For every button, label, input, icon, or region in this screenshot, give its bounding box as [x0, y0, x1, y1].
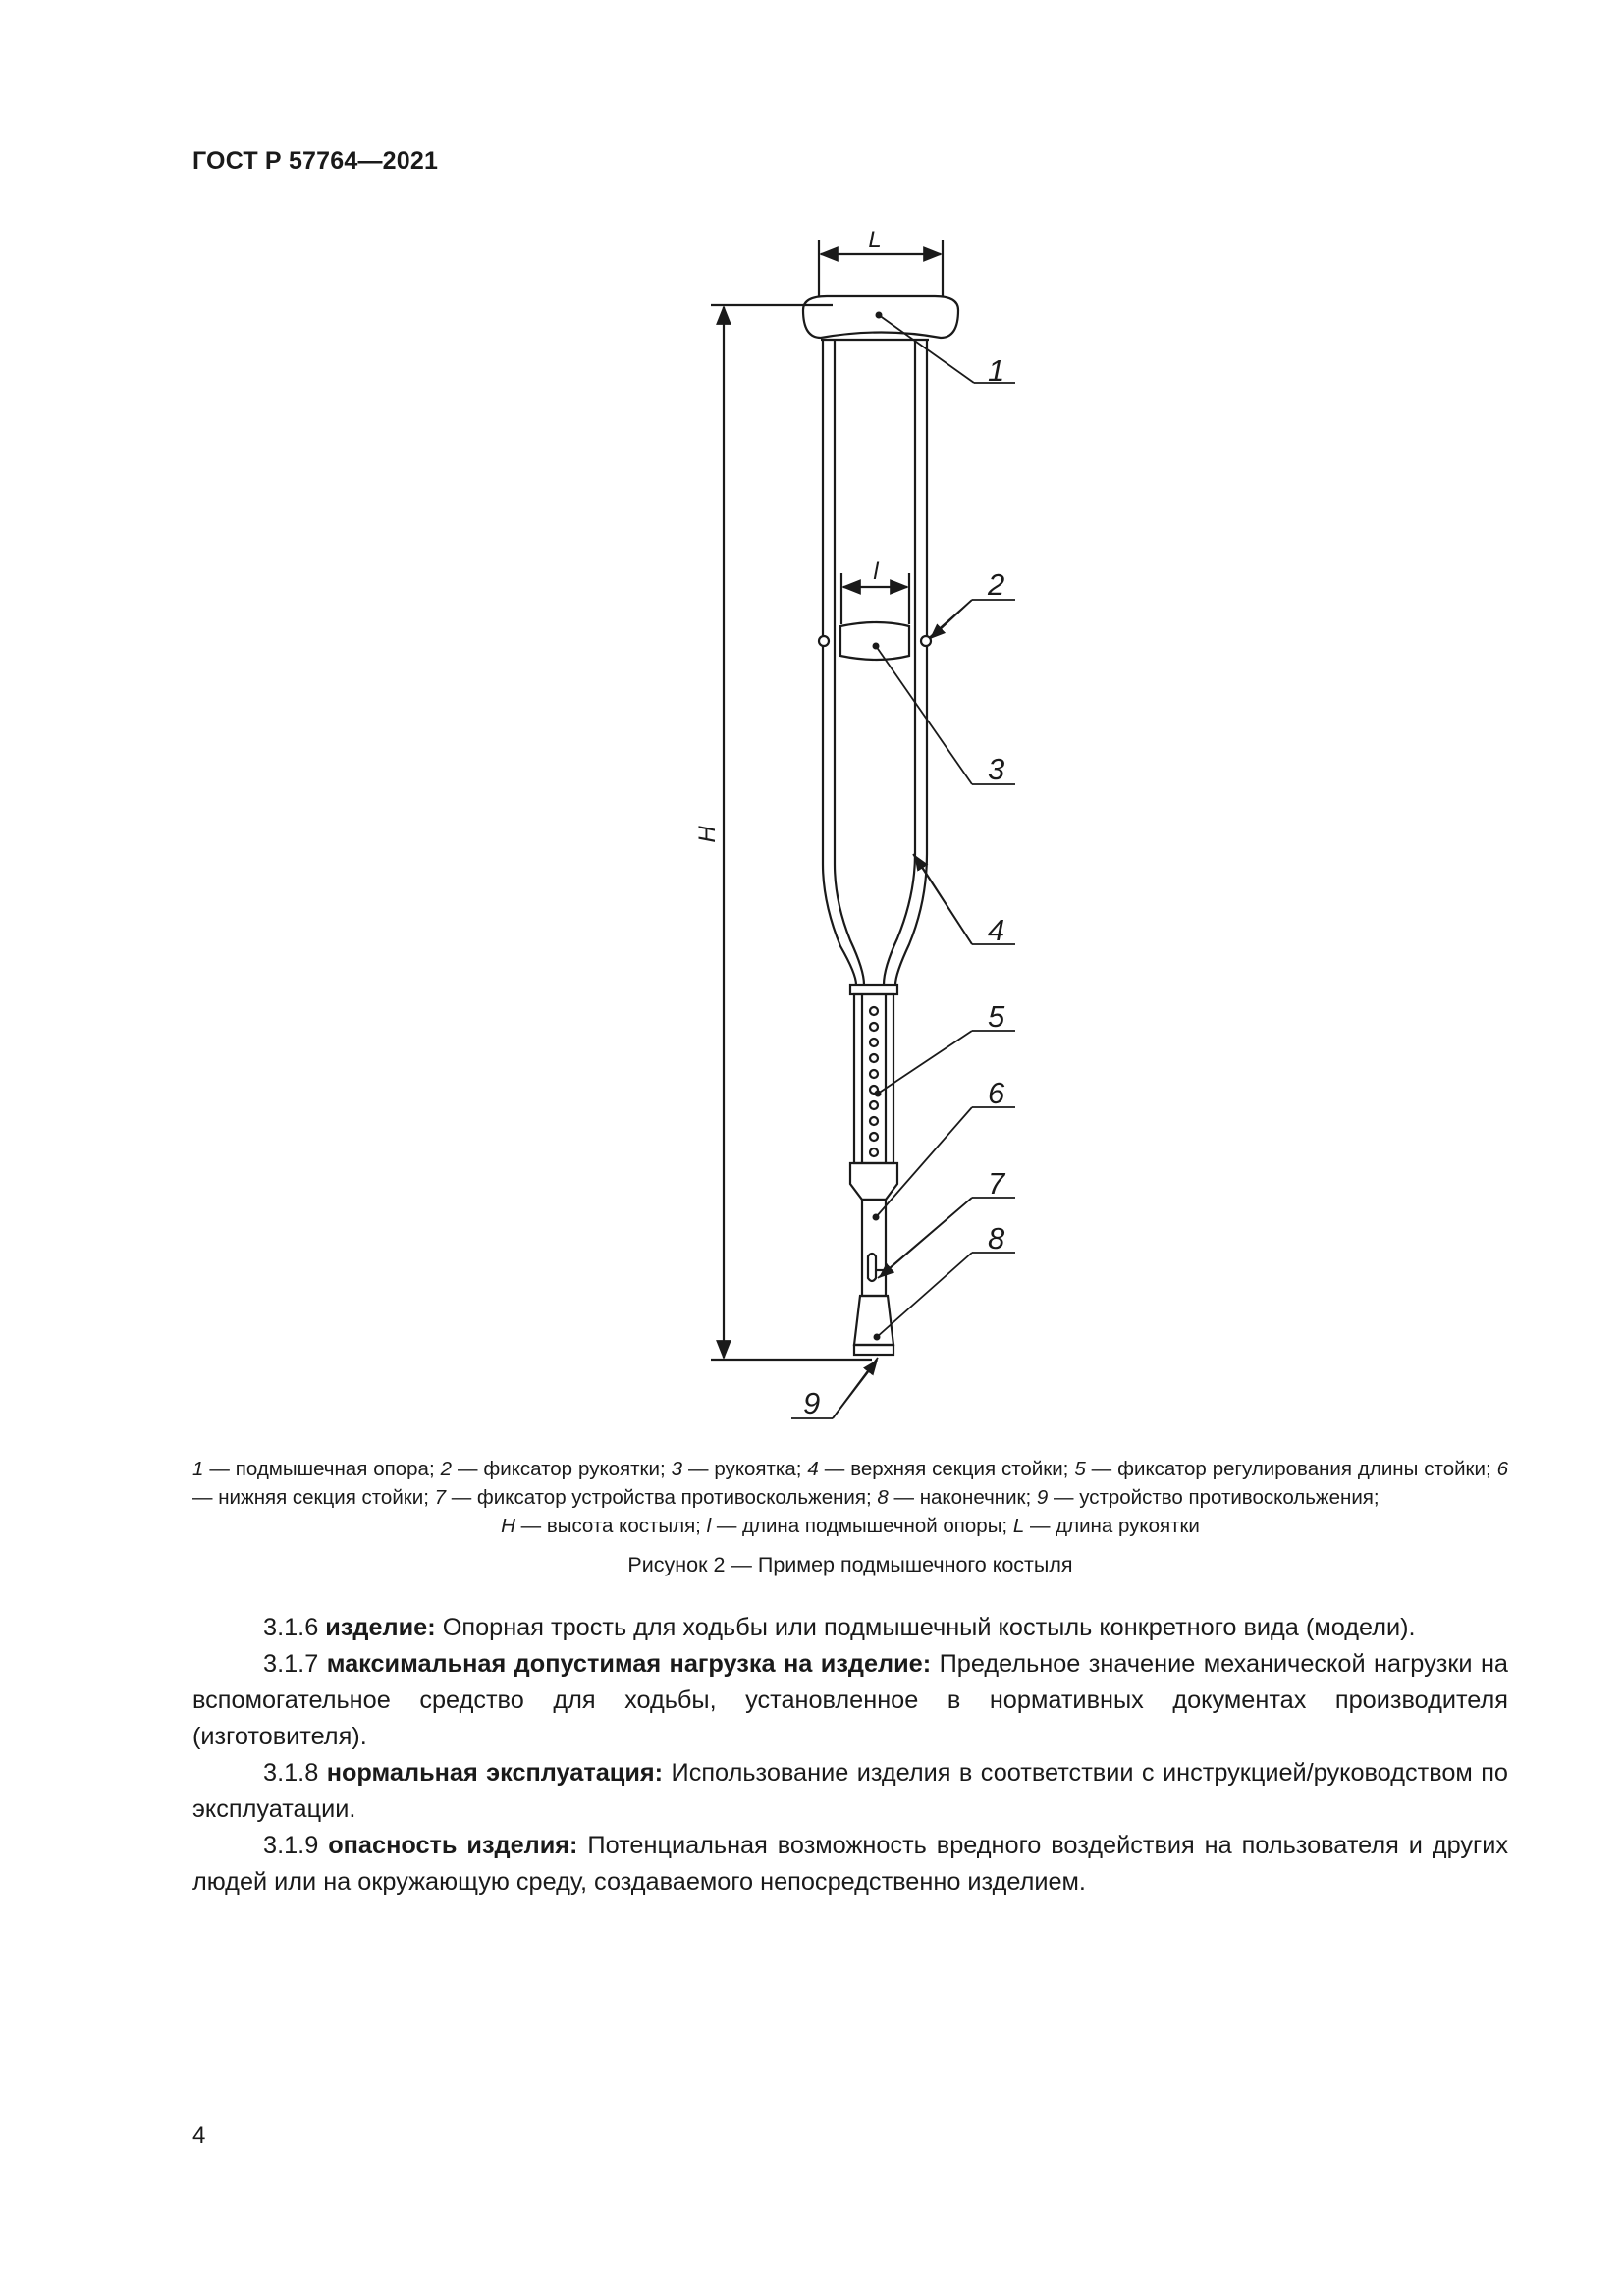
- callout-1: 1: [988, 353, 1005, 388]
- page-number: 4: [192, 2122, 206, 2149]
- definition-paragraph: [192, 1755, 1508, 1828]
- definition-term: нормальная эксплуатация:: [326, 1759, 664, 1787]
- legend-last-line: H — высота костыля; l — длина подмышечной опоры; L — длина рукоятки: [501, 1515, 1200, 1537]
- legend-num: 5: [1074, 1458, 1086, 1480]
- definition-text: Опорная трость для ходьбы или подмышечный костыль конкретного вида (модели).: [442, 1614, 1416, 1641]
- label-L: L: [868, 227, 882, 253]
- legend-num: H: [501, 1515, 515, 1537]
- definition-paragraph: [192, 1610, 1508, 1646]
- callout-4: 4: [988, 913, 1005, 947]
- legend-text: фиксатор устройства противоскольжения;: [476, 1486, 872, 1509]
- legend-num: 7: [434, 1486, 447, 1509]
- definition-text: Потенциальная возможность вредного воздействия на пользователя и других людей или на окружающую среду, создаваемого непосредственно изделием.: [192, 1832, 1509, 1896]
- figure-caption: Рисунок 2 — Пример подмышечного костыля: [627, 1553, 1073, 1576]
- legend-num: 9: [1036, 1486, 1049, 1509]
- legend-text: длина подмышечной опоры;: [742, 1515, 1008, 1537]
- document-header: ГОСТ Р 57764—2021: [192, 147, 439, 175]
- legend-text: подмышечная опора;: [235, 1458, 435, 1480]
- upper-section-left-rail: [823, 340, 856, 985]
- definitions-section: [192, 1610, 1508, 1900]
- callout-2: 2: [988, 567, 1005, 602]
- callout-5: 5: [988, 999, 1005, 1034]
- upper-section-right-rail: [884, 340, 915, 985]
- callout-7: 7: [988, 1166, 1005, 1201]
- definition-number: 3.1.6: [263, 1614, 319, 1641]
- definition-term: максимальная допустимая нагрузка на изделие:: [326, 1650, 932, 1678]
- definition-number: 3.1.7: [263, 1650, 319, 1678]
- legend-text: верхняя секция стойки;: [850, 1458, 1069, 1480]
- legend-text: длина рукоятки: [1056, 1515, 1200, 1537]
- label-H: H: [694, 826, 721, 843]
- callout-9: 9: [803, 1386, 821, 1420]
- callout-6: 6: [988, 1076, 1005, 1110]
- legend-num: 8: [877, 1486, 889, 1509]
- legend-num: l: [706, 1515, 712, 1537]
- legend-text: фиксатор регулирования длины стойки;: [1117, 1458, 1491, 1480]
- definition-number: 3.1.9: [263, 1832, 319, 1859]
- figure-legend: [192, 1455, 1508, 1540]
- legend-num: 4: [807, 1458, 819, 1480]
- definition-term: опасность изделия:: [328, 1832, 578, 1859]
- legend-text: наконечник;: [919, 1486, 1032, 1509]
- definition-term: изделие:: [325, 1614, 436, 1641]
- callout-8: 8: [988, 1221, 1005, 1255]
- callout-3: 3: [988, 752, 1005, 786]
- legend-num: 6: [1496, 1458, 1509, 1480]
- legend-body: 1 — подмышечная опора; 2 — фиксатор рукоятки; 3 — рукоятка; 4 — верхняя секция стойки; 5 — фиксатор регулирования длины стойки; 6 — нижняя секция стойки; 7 — фиксатор устройства противоскольжения; 8 — наконечник; 9 — устройство противоскольжения;: [192, 1458, 1509, 1509]
- definition-number: 3.1.8: [263, 1759, 319, 1787]
- legend-text: устройство противоскольжения;: [1079, 1486, 1380, 1509]
- legend-num: L: [1012, 1515, 1025, 1537]
- legend-num: 1: [192, 1458, 204, 1480]
- sleeve: [850, 1163, 897, 1200]
- leader-dots: [873, 312, 883, 1341]
- label-l: l: [873, 559, 879, 585]
- legend-num: 2: [440, 1458, 453, 1480]
- definition-paragraph: [192, 1828, 1508, 1900]
- definition-text: Использование изделия в соответствии с инструкцией/руководством по эксплуатации.: [192, 1759, 1508, 1823]
- definition-paragraph: [192, 1646, 1508, 1755]
- legend-num: 3: [671, 1458, 683, 1480]
- legend-text: рукоятка;: [714, 1458, 802, 1480]
- lower-section: [854, 994, 893, 1163]
- handle: [840, 622, 909, 660]
- legend-text: фиксатор рукоятки;: [483, 1458, 666, 1480]
- dimension-H: [711, 305, 872, 1360]
- definition-text: Предельное значение механической нагрузки на вспомогательное средство для ходьбы, установленное в нормативных документах производителя (изготовителя).: [192, 1650, 1508, 1750]
- legend-text: высота костыля;: [546, 1515, 701, 1537]
- adjustment-collar: [850, 985, 897, 994]
- leader-lines: [791, 315, 1015, 1418]
- legend-text: нижняя секция стойки;: [218, 1486, 429, 1509]
- anti-slip-fixator: [868, 1254, 876, 1281]
